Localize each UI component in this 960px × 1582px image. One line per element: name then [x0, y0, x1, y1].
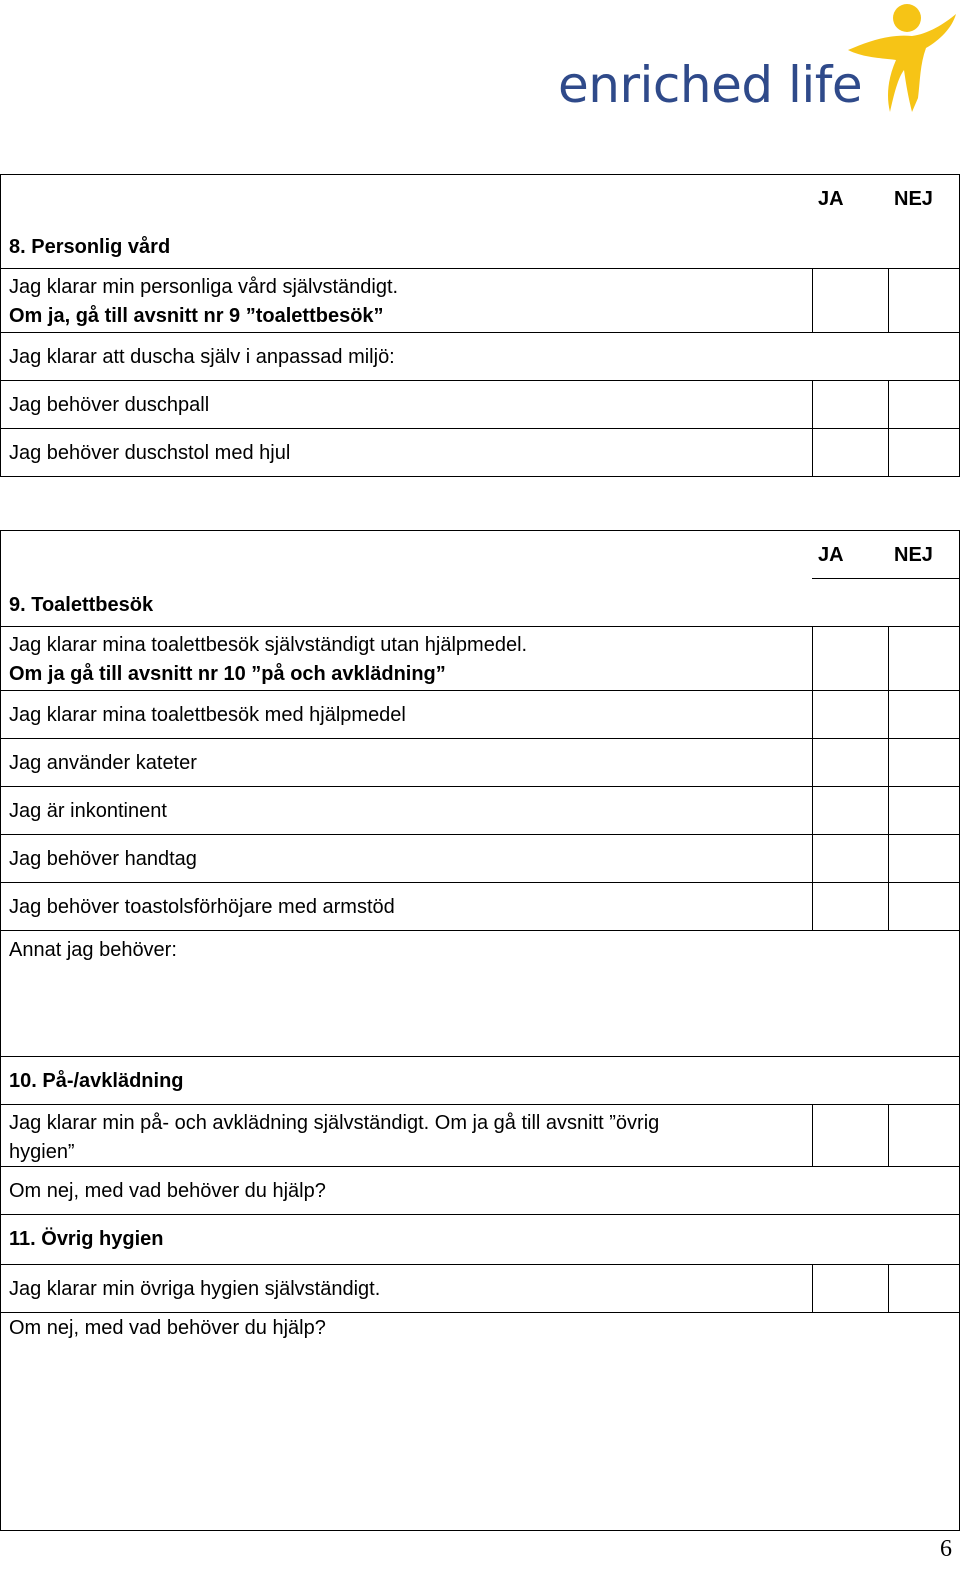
ja-checkbox[interactable] — [813, 787, 888, 834]
question-text: Jag klarar min på- och avklädning självständigt. Om ja gå till avsnitt ”övrig — [9, 1112, 660, 1134]
section-9-title: 9. Toalettbesök — [9, 594, 154, 616]
column-nej-header: NEJ — [894, 188, 933, 210]
question-text: Jag är inkontinent — [9, 800, 167, 822]
question-text: Om nej, med vad behöver du hjälp? — [9, 1180, 326, 1202]
question-text: Jag klarar min övriga hygien självständigt. — [9, 1278, 381, 1300]
column-ja-header: JA — [818, 188, 844, 210]
other-needs-answer-field[interactable] — [1, 966, 959, 1055]
question-text: Jag behöver duschstol med hjul — [9, 442, 291, 464]
question-text: Jag klarar mina toalettbesök med hjälpmedel — [9, 704, 406, 726]
nej-checkbox[interactable] — [889, 691, 959, 738]
ja-checkbox[interactable] — [813, 381, 888, 428]
question-text: Jag behöver toastolsförhöjare med armstöd — [9, 896, 395, 918]
question-text: Jag klarar mina toalettbesök självständigt utan hjälpmedel. — [9, 634, 528, 656]
column-ja-header: JA — [818, 544, 844, 566]
ja-checkbox[interactable] — [813, 835, 888, 882]
ja-checkbox[interactable] — [813, 1105, 888, 1166]
section-10-title: 10. På-/avklädning — [9, 1070, 184, 1092]
help-needed-answer-field[interactable] — [1, 1344, 959, 1529]
question-text: Annat jag behöver: — [9, 939, 177, 961]
nej-checkbox[interactable] — [889, 627, 959, 690]
logo-text: enriched life — [558, 56, 863, 114]
ja-checkbox[interactable] — [813, 883, 888, 930]
person-figure-icon — [846, 0, 958, 118]
question-text: Jag klarar att duscha själv i anpassad miljö: — [9, 346, 395, 368]
nej-checkbox[interactable] — [889, 787, 959, 834]
column-nej-header: NEJ — [894, 544, 933, 566]
nej-checkbox[interactable] — [889, 739, 959, 786]
instruction-text: Om ja, gå till avsnitt nr 9 ”toalettbesök” — [9, 305, 384, 327]
enriched-life-logo — [558, 0, 960, 118]
section-11-title: 11. Övrig hygien — [9, 1228, 164, 1250]
ja-checkbox[interactable] — [813, 429, 888, 476]
page-number: 6 — [940, 1536, 952, 1562]
question-text: Jag behöver handtag — [9, 848, 197, 870]
ja-checkbox[interactable] — [813, 739, 888, 786]
nej-checkbox[interactable] — [889, 883, 959, 930]
nej-checkbox[interactable] — [889, 269, 959, 332]
nej-checkbox[interactable] — [889, 1105, 959, 1166]
question-text: Jag behöver duschpall — [9, 394, 210, 416]
section-8-title: 8. Personlig vård — [9, 236, 171, 258]
ja-checkbox[interactable] — [813, 627, 888, 690]
nej-checkbox[interactable] — [889, 1265, 959, 1312]
question-text: Jag använder kateter — [9, 752, 197, 774]
nej-checkbox[interactable] — [889, 381, 959, 428]
ja-checkbox[interactable] — [813, 691, 888, 738]
ja-checkbox[interactable] — [813, 1265, 888, 1312]
nej-checkbox[interactable] — [889, 835, 959, 882]
question-text-continued: hygien” — [9, 1141, 75, 1163]
nej-checkbox[interactable] — [889, 429, 959, 476]
ja-checkbox[interactable] — [813, 269, 888, 332]
question-text: Jag klarar min personliga vård självständigt. — [9, 276, 399, 298]
instruction-text: Om ja gå till avsnitt nr 10 ”på och avklädning” — [9, 663, 446, 685]
question-text: Om nej, med vad behöver du hjälp? — [9, 1317, 326, 1339]
